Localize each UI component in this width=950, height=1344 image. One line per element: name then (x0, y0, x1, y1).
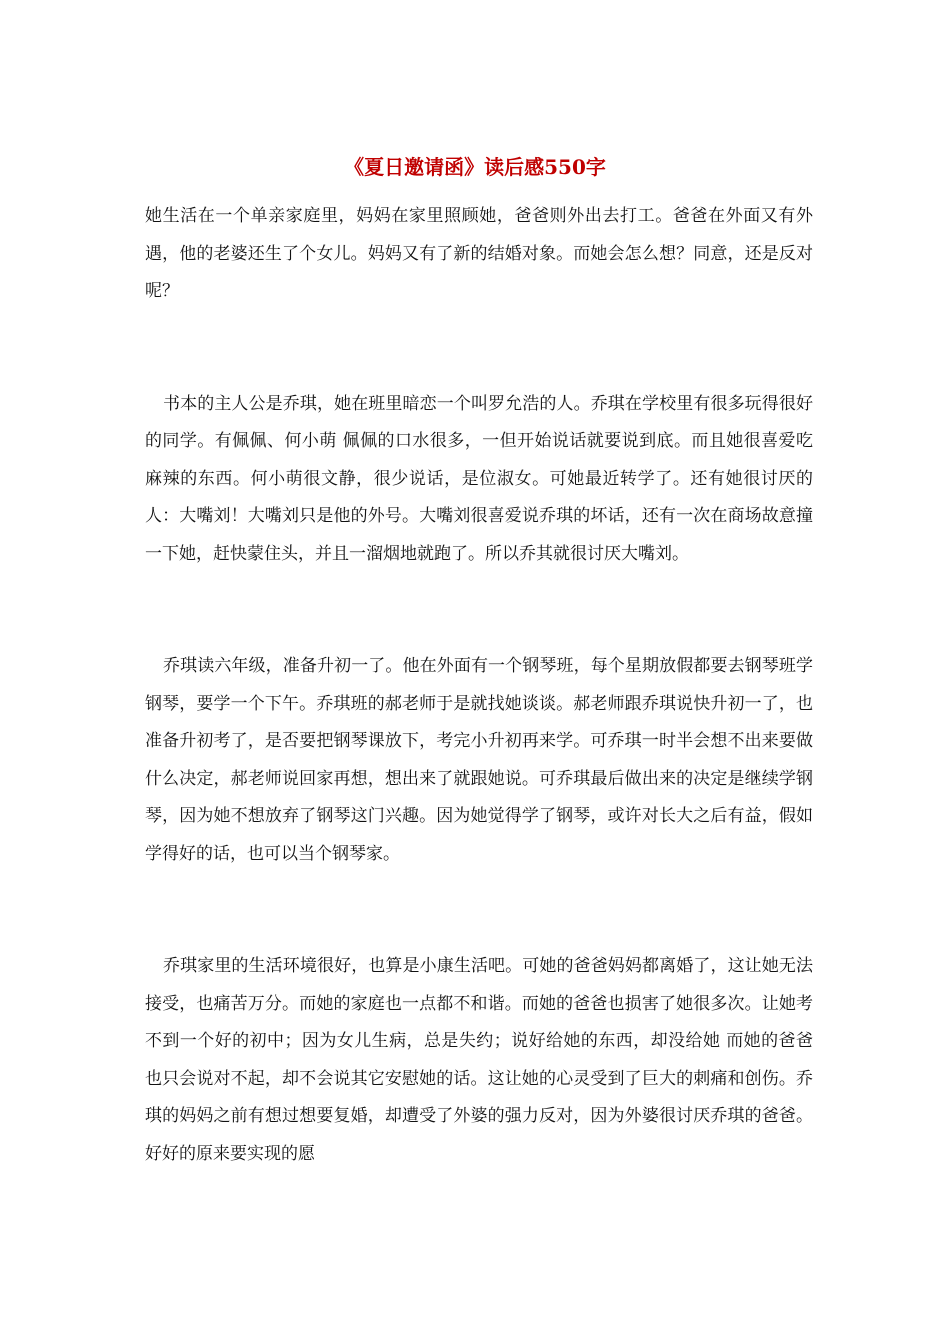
paragraph-2: 书本的主人公是乔琪，她在班里暗恋一个叫罗允浩的人。乔琪在学校里有很多玩得很好的同学。有佩佩、何小萌 佩佩的口水很多，一但开始说话就要说到底。而且她很喜爱吃麻辣的东西。何小萌很文静，很少说话，是位淑女。可她最近转学了。还有她很讨厌的人：大嘴刘！大嘴刘只是他的外号。大嘴刘很喜爱说乔琪的坏话，还有一次在商场故意撞一下她，赶快蒙住头，并且一溜烟地就跑了。所以乔其就很讨厌大嘴刘。 (145, 393, 813, 564)
document-body (145, 198, 813, 1173)
paragraph-1: 她生活在一个单亲家庭里，妈妈在家里照顾她，爸爸则外出去打工。爸爸在外面又有外遇，他的老婆还生了个女儿。妈妈又有了新的结婚对象。而她会怎么想？同意，还是反对呢？ (145, 206, 813, 301)
paragraph-3: 乔琪读六年级，准备升初一了。他在外面有一个钢琴班，每个星期放假都要去钢琴班学钢琴，要学一个下午。乔琪班的郝老师于是就找她谈谈。郝老师跟乔琪说快升初一了，也准备升初考了，是否要把钢琴课放下，考完小升初再来学。可乔琪一时半会想不出来要做什么决定，郝老师说回家再想，想出来了就跟她说。可乔琪最后做出来的决定是继续学钢琴，因为她不想放弃了钢琴这门兴趣。因为她觉得学了钢琴，或许对长大之后有益，假如学得好的话，也可以当个钢琴家。 (145, 656, 813, 864)
paragraph-4: 乔琪家里的生活环境很好，也算是小康生活吧。可她的爸爸妈妈都离婚了，这让她无法接受，也痛苦万分。而她的家庭也一点都不和谐。而她的爸爸也损害了她很多次。让她考不到一个好的初中；因为女儿生病，总是失约；说好给她的东西，却没给她 而她的爸爸也只会说对不起，却不会说其它安慰她的话。这让她的心灵受到了巨大的刺痛和创伤。乔琪的妈妈之前有想过想要复婚，却遭受了外婆的强力反对，因为外婆很讨厌乔琪的爸爸。好好的原来要实现的愿 (145, 956, 813, 1164)
paragraph-spacer (145, 873, 813, 948)
paragraph-spacer (145, 311, 813, 386)
paragraph-spacer (145, 573, 813, 648)
document-title: 《夏日邀请函》读后感550字 (344, 155, 606, 179)
